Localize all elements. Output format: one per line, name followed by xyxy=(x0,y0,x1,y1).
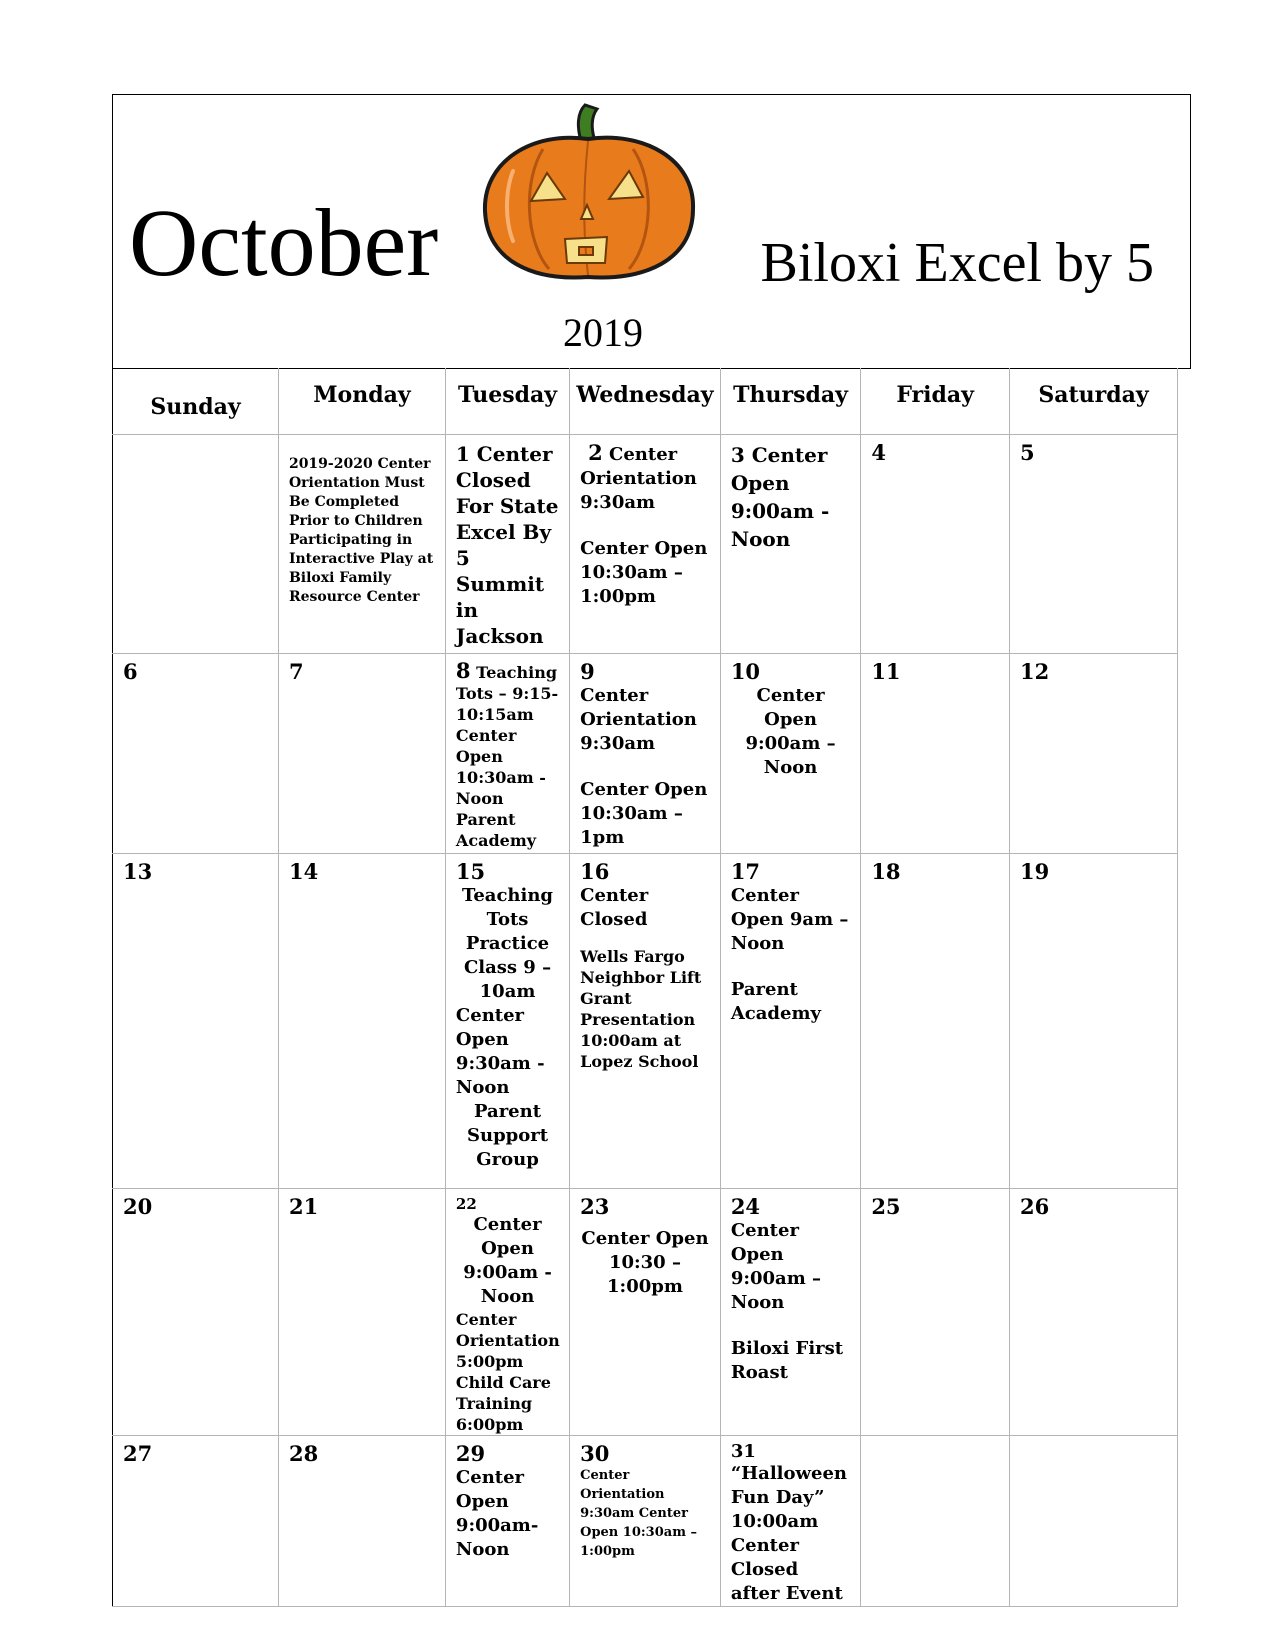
day-cell-9 xyxy=(570,653,721,853)
day-cell-15 xyxy=(445,853,569,1188)
event-text: Center Orientation 5:00pm Child Care Training 6:00pm xyxy=(455,1309,560,1434)
day-cell-8 xyxy=(445,653,569,853)
day-number: 13 xyxy=(123,858,153,884)
day-cell-2 xyxy=(570,434,721,653)
day-3-text: 3 Center Open 9:00am - Noon xyxy=(730,442,830,551)
event-text: Center Open 9:00am - Noon xyxy=(463,1213,552,1307)
event-text: Center Open 10:30am – 1:00pm xyxy=(580,537,708,607)
day-cell-20 xyxy=(113,1188,279,1435)
day-number: 17 xyxy=(730,858,761,884)
event-text: Tots – 9:15-10:15am Center Open 10:30am - Noon Parent Academy xyxy=(455,683,559,850)
week-row xyxy=(113,434,1178,653)
day-number: 23 xyxy=(580,1193,610,1219)
day-number: 5 xyxy=(1019,439,1035,465)
day-number: 29 xyxy=(455,1440,486,1466)
day-cell-28 xyxy=(278,1435,445,1606)
day-cell-3 xyxy=(720,434,861,653)
event-text: “Halloween Fun Day” 10:00am Center Closed after Event xyxy=(730,1462,848,1604)
day-number: 27 xyxy=(123,1440,153,1466)
day-number: 2 xyxy=(588,439,603,465)
day-number: 4 xyxy=(871,439,886,465)
event-text: Center xyxy=(609,443,678,465)
event-text: Wells Fargo Neighbor Lift Grant Presentation 10:00am at Lopez School xyxy=(580,946,702,1071)
week-row xyxy=(113,1435,1178,1606)
day-number: 30 xyxy=(580,1440,610,1466)
day-cell-empty xyxy=(861,1435,1010,1606)
day-cell-10 xyxy=(720,653,861,853)
day-cell-11 xyxy=(861,653,1010,853)
day-cell-24 xyxy=(720,1188,861,1435)
weekday-thursday: Thursday xyxy=(720,368,861,434)
day-number: 15 xyxy=(455,858,486,884)
calendar-grid xyxy=(112,368,1178,1607)
day-cell-26 xyxy=(1009,1188,1177,1435)
orientation-note: 2019-2020 Center Orientation Must Be Completed Prior to Children Participating in Interactive Play at Biloxi Family Resource Center xyxy=(288,455,434,605)
event-text: Teaching Tots Practice Class 9 – 10am xyxy=(462,884,554,1002)
event-text: Center Open 10:30am – 1pm xyxy=(580,778,708,848)
day-cell-27 xyxy=(113,1435,279,1606)
day-cell-19 xyxy=(1009,853,1177,1188)
day-cell-23 xyxy=(570,1188,721,1435)
day-cell-25 xyxy=(861,1188,1010,1435)
day-cell-1 xyxy=(445,434,569,653)
day-cell-21 xyxy=(278,1188,445,1435)
weekday-sunday: Sunday xyxy=(113,368,279,434)
day-number: 9 xyxy=(580,658,595,684)
day-number: 6 xyxy=(123,658,138,684)
event-text: Center Open 9:00am – Noon xyxy=(745,684,836,778)
day-cell-31 xyxy=(720,1435,861,1606)
event-text: Center Open 9:30am - Noon xyxy=(455,1004,545,1098)
weekday-header-row xyxy=(113,368,1178,434)
week-row xyxy=(113,1188,1178,1435)
day-cell-6 xyxy=(113,653,279,853)
day-number: 12 xyxy=(1019,658,1050,684)
event-text: Parent Support Group xyxy=(466,1100,549,1170)
day-number: 14 xyxy=(288,858,319,884)
day-number: 16 xyxy=(580,858,610,884)
day-number: 25 xyxy=(871,1193,901,1219)
day-cell-4 xyxy=(861,434,1010,653)
day-number: 20 xyxy=(123,1193,153,1219)
day-number: 18 xyxy=(871,858,901,884)
day-number: 22 xyxy=(455,1194,477,1213)
calendar-header xyxy=(112,94,1191,369)
event-text: Center Orientation 9:30am xyxy=(580,684,697,754)
weekday-monday: Monday xyxy=(278,368,445,434)
event-text: Center Open 9am – Noon xyxy=(730,884,849,954)
day-number: 31 xyxy=(730,1440,756,1462)
day-number: 11 xyxy=(871,658,901,684)
day-number: 21 xyxy=(288,1193,319,1219)
day-1-text: 1 Center Closed For State Excel By 5 Summit in Jackson xyxy=(455,441,559,648)
day-cell-7 xyxy=(278,653,445,853)
day-cell-18 xyxy=(861,853,1010,1188)
day-cell-30 xyxy=(570,1435,721,1606)
day-cell-17 xyxy=(720,853,861,1188)
day-cell-orientation-note xyxy=(278,434,445,653)
day-cell-29 xyxy=(445,1435,569,1606)
event-text: Parent Academy xyxy=(730,978,821,1024)
event-text: Center Orientation 9:30am Center Open 10:30am – 1:00pm xyxy=(580,1467,697,1559)
day-cell-14 xyxy=(278,853,445,1188)
event-text: Biloxi First Roast xyxy=(730,1337,844,1383)
day-cell-12 xyxy=(1009,653,1177,853)
weekday-saturday: Saturday xyxy=(1009,368,1177,434)
event-text: Orientation 9:30am xyxy=(580,467,697,513)
day-number: 24 xyxy=(730,1193,761,1219)
day-number: 8 xyxy=(455,657,471,683)
week-row xyxy=(113,653,1178,853)
event-text: Center Open 10:30 – 1:00pm xyxy=(581,1227,709,1297)
month-title: October xyxy=(129,189,439,296)
event-text: Center Closed xyxy=(580,884,649,930)
day-number: 19 xyxy=(1019,858,1050,884)
week-row xyxy=(113,853,1178,1188)
day-cell-13 xyxy=(113,853,279,1188)
day-cell-empty xyxy=(1009,1435,1177,1606)
day-cell-16 xyxy=(570,853,721,1188)
jack-o-lantern-icon xyxy=(473,101,703,291)
day-number: 28 xyxy=(288,1440,319,1466)
event-text: Teaching xyxy=(476,662,558,682)
year-label: 2019 xyxy=(563,310,643,355)
event-text: Center Open 9:00am- Noon xyxy=(455,1466,539,1560)
organization-name: Biloxi Excel by 5 xyxy=(760,232,1154,294)
day-cell-22 xyxy=(445,1188,569,1435)
day-number: 7 xyxy=(288,658,304,684)
weekday-wednesday: Wednesday xyxy=(570,368,721,434)
weekday-tuesday: Tuesday xyxy=(445,368,569,434)
day-cell-5 xyxy=(1009,434,1177,653)
day-number: 10 xyxy=(730,658,761,684)
weekday-friday: Friday xyxy=(861,368,1010,434)
day-cell-empty xyxy=(113,434,279,653)
day-number: 26 xyxy=(1019,1193,1050,1219)
event-text: Center Open 9:00am – Noon xyxy=(730,1219,822,1313)
